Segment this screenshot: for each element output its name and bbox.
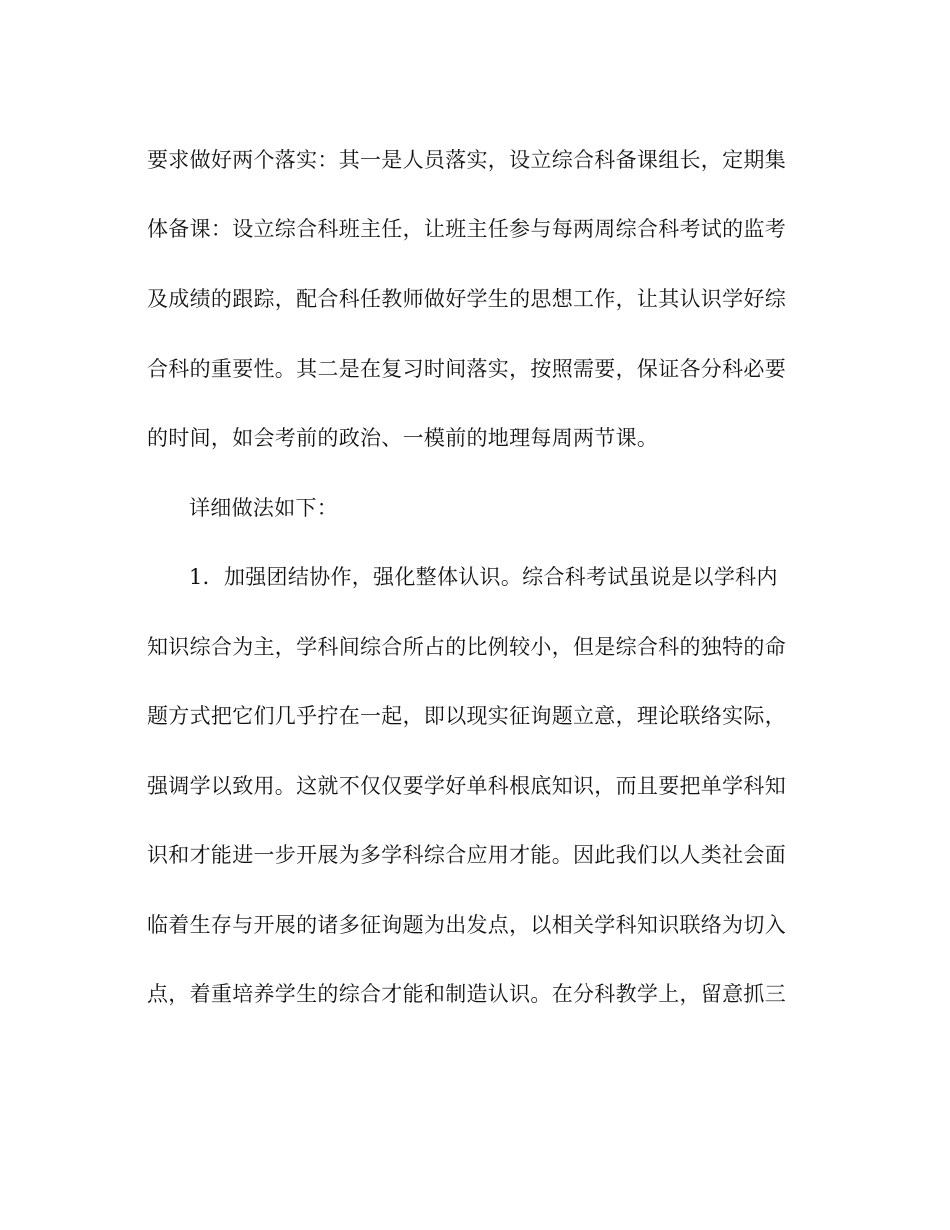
text-line: 要求做好两个落实：其一是人员落实，设立综合科备课组长，定期集 [147, 148, 786, 172]
text-line: 1．加强团结协作，强化整体认识。综合科考试虽说是以学科内 [189, 565, 778, 589]
text-line: 点，着重培养学生的综合才能和制造认识。在分科教学上，留意抓三 [147, 982, 786, 1006]
text-line: 强调学以致用。这就不仅仅要学好单科根底知识，而且要把单学科知 [147, 774, 786, 798]
text-line: 知识综合为主，学科间综合所占的比例较小，但是综合科的独特的命 [147, 635, 786, 659]
text-line: 题方式把它们几乎拧在一起，即以现实征询题立意，理论联络实际， [147, 704, 786, 728]
text-line: 体备课：设立综合科班主任，让班主任参与每两周综合科考试的监考 [147, 217, 786, 241]
text-line: 识和才能进一步开展为多学科综合应用才能。因此我们以人类社会面 [147, 843, 786, 867]
text-line: 的时间，如会考前的政治、一模前的地理每周两节课。 [147, 426, 659, 450]
text-line: 临着生存与开展的诸多征询题为出发点，以相关学科知识联络为切入 [147, 913, 786, 937]
text-line-heading: 详细做法如下： [189, 496, 339, 520]
text-line: 合科的重要性。其二是在复习时间落实，按照需要，保证各分科必要 [147, 357, 786, 381]
text-line: 及成绩的跟踪，配合科任教师做好学生的思想工作，让其认识学好综 [147, 287, 786, 311]
